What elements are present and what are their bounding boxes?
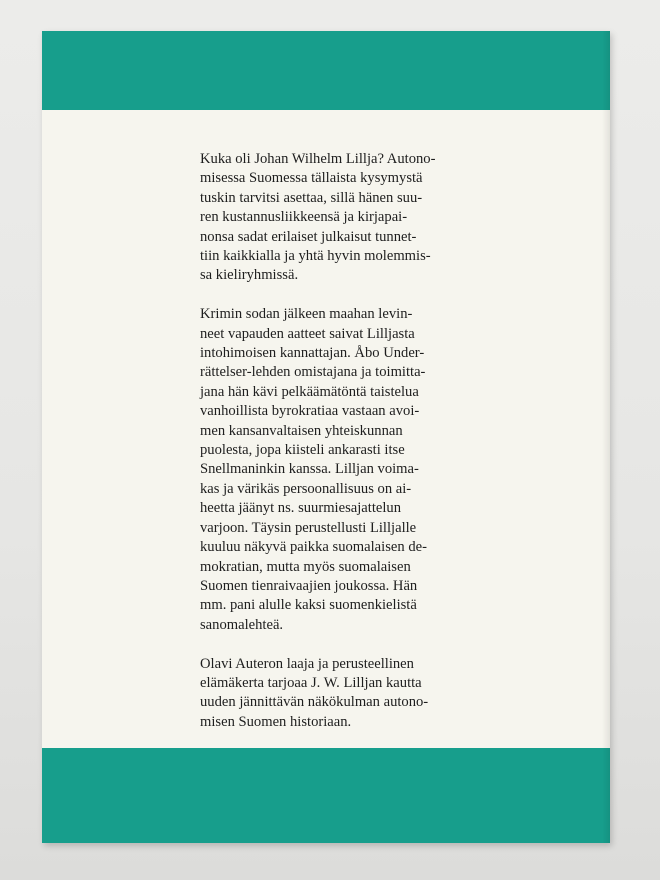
text-line: mm. pani alulle kaksi suomenkielistä bbox=[200, 597, 417, 614]
text-line: tiin kaikkialla ja yhtä hyvin molemmis- bbox=[200, 248, 431, 265]
bottom-color-band bbox=[42, 748, 610, 843]
text-line: uuden jännittävän näkökulman autono- bbox=[200, 694, 429, 711]
text-line: neet vapauden aatteet saivat Lilljasta bbox=[200, 325, 415, 342]
text-line: tuskin tarvitsi asettaa, sillä hänen suu- bbox=[200, 189, 423, 206]
top-color-band bbox=[42, 31, 610, 110]
text-line: varjoon. Täysin perustellusti Lilljalle bbox=[200, 519, 417, 536]
text-line: nonsa sadat erilaiset julkaisut tunnet- bbox=[200, 228, 417, 245]
blurb-paragraph-2 bbox=[200, 305, 452, 635]
cover-edge-shade bbox=[602, 31, 610, 843]
text-line: Olavi Auteron laaja ja perusteellinen bbox=[200, 655, 414, 672]
text-line: sanomalehteä. bbox=[200, 616, 284, 633]
text-line: misessa Suomessa tällaista kysymystä bbox=[200, 170, 423, 187]
text-line: mokratian, mutta myös suomalaisen bbox=[200, 558, 411, 575]
cover-blurb bbox=[200, 150, 452, 752]
text-line: heetta jäänyt ns. suurmiesajattelun bbox=[200, 500, 402, 517]
book-back-cover bbox=[42, 31, 610, 843]
text-line: intohimoisen kannattajan. Åbo Under- bbox=[200, 345, 425, 362]
text-line: vanhoillista byrokratiaa vastaan avoi- bbox=[200, 403, 420, 420]
text-line: jana hän kävi pelkäämätöntä taistelua bbox=[200, 383, 419, 400]
text-line: rättelser-lehden omistajana ja toimitta- bbox=[200, 364, 426, 381]
text-line: kuuluu näkyvä paikka suomalaisen de- bbox=[200, 539, 427, 556]
text-line: kas ja värikäs persoonallisuus on ai- bbox=[200, 480, 412, 497]
text-line: Krimin sodan jälkeen maahan levin- bbox=[200, 306, 413, 323]
blurb-paragraph-3 bbox=[200, 655, 452, 733]
text-line: Kuka oli Johan Wilhelm Lillja? Autono- bbox=[200, 151, 436, 167]
text-line: puolesta, jopa kiisteli ankarasti itse bbox=[200, 442, 405, 459]
text-line: ren kustannusliikkeensä ja kirjapai- bbox=[200, 209, 408, 226]
text-line: Suomen tienraivaajien joukossa. Hän bbox=[200, 577, 418, 594]
text-line: sa kieliryhmissä. bbox=[200, 267, 299, 284]
text-line: men kansanvaltaisen yhteiskunnan bbox=[200, 422, 403, 439]
text-line: elämäkerta tarjoaa J. W. Lilljan kautta bbox=[200, 674, 422, 691]
blurb-paragraph-1 bbox=[200, 150, 452, 286]
text-line: Snellmaninkin kanssa. Lilljan voima- bbox=[200, 461, 419, 478]
text-line: misen Suomen historiaan. bbox=[200, 713, 352, 730]
